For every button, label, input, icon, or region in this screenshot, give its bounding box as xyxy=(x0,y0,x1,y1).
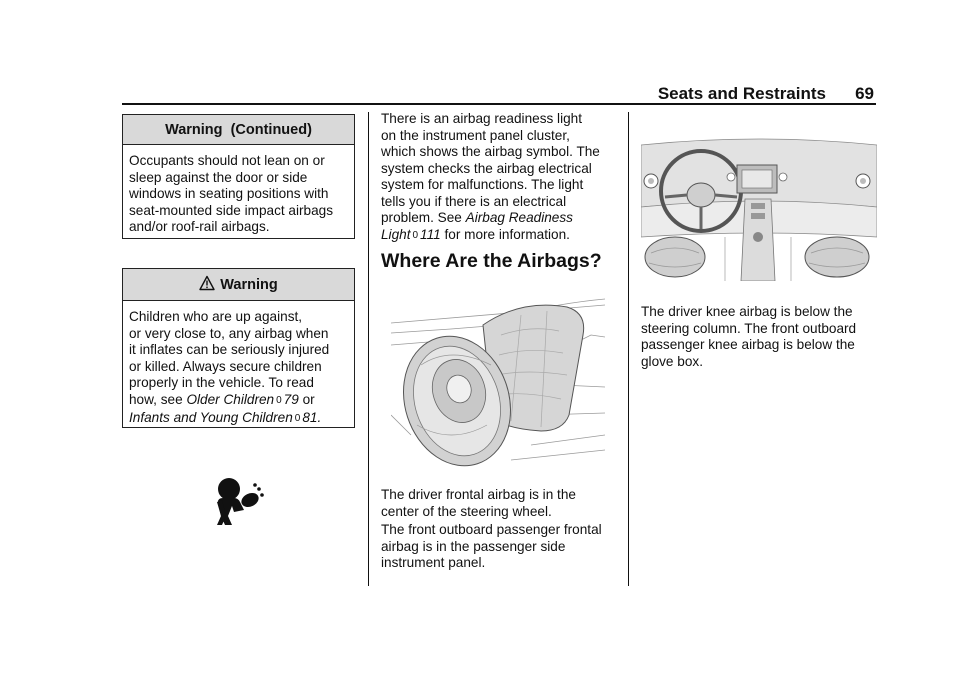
warning-line: properly in the vehicle. To read xyxy=(129,375,314,391)
section-title: Seats and Restraints xyxy=(657,84,826,103)
header-rule xyxy=(122,103,876,105)
warning-heading-label: Warning xyxy=(220,277,278,293)
airbag-readiness-page[interactable]: 111 xyxy=(420,226,441,242)
frontal-airbag-illustration xyxy=(391,295,605,470)
column-divider-right xyxy=(628,112,629,586)
warning-heading xyxy=(123,269,354,301)
warning-triangle-icon xyxy=(199,271,215,303)
warning-continued-heading: Warning (Continued) xyxy=(123,115,354,145)
older-children-link[interactable]: Older Children xyxy=(186,391,275,407)
text-line: tells you if there is an electrical xyxy=(381,193,567,209)
driver-frontal-caption: The driver frontal airbag is in the center of the steering wheel. xyxy=(381,487,576,519)
text-line: which shows the airbag symbol. The xyxy=(381,144,600,159)
warning-box xyxy=(122,268,355,428)
knee-airbag-illustration xyxy=(641,137,877,281)
airbag-readiness-link-b[interactable]: Light xyxy=(381,226,411,242)
text-line: on the instrument panel cluster, xyxy=(381,127,570,143)
airbag-readiness-symbol-icon xyxy=(212,476,264,526)
warning-line: or killed. Always secure children xyxy=(129,358,322,374)
warning-continued-box xyxy=(122,114,355,239)
infants-children-page[interactable]: 81 xyxy=(302,409,318,425)
page-number: 69 xyxy=(855,84,874,103)
older-children-page[interactable]: 79 xyxy=(283,391,299,407)
problem-see-text: problem. See xyxy=(381,210,462,225)
text-line xyxy=(381,227,621,245)
page-ref-symbol: 0 xyxy=(294,412,301,424)
page-header xyxy=(122,82,876,104)
section-heading: Where Are the Airbags? xyxy=(381,250,602,272)
warning-line: or very close to, any airbag when xyxy=(129,325,329,341)
or-text: or xyxy=(302,391,315,407)
knee-airbag-caption: The driver knee airbag is below the steering column. The front outboard passenger knee airbag is below the glove box. xyxy=(641,304,857,369)
airbag-readiness-paragraph xyxy=(381,111,621,244)
how-see-text: how, see xyxy=(129,391,183,407)
warning-line xyxy=(129,392,348,410)
text-line: system for malfunctions. The light xyxy=(381,177,584,192)
infants-children-link[interactable]: Infants and Young Children xyxy=(129,409,293,425)
airbag-readiness-link-a[interactable]: Airbag Readiness xyxy=(465,210,573,225)
page-ref-symbol: 0 xyxy=(276,394,282,406)
warning-line: it inflates can be seriously injured xyxy=(129,342,330,358)
warning-line: Infants and Young Children 0 81. xyxy=(129,410,348,428)
warning-continued-text: Occupants should not lean on or sleep against the door or side windows in seating positions with seat-mounted side impact airbags and/or roof-rail airbags. xyxy=(129,153,334,235)
text-line: There is an airbag readiness light xyxy=(381,111,582,126)
passenger-frontal-caption: The front outboard passenger frontal airbag is in the passenger side instrument panel. xyxy=(381,522,602,570)
page-ref-symbol: 0 xyxy=(412,229,419,241)
text-line xyxy=(381,210,621,227)
warning-line: Children who are up against, xyxy=(129,309,303,324)
column-divider-left xyxy=(368,112,369,586)
warning-text xyxy=(123,301,354,433)
text-line: system checks the airbag electrical xyxy=(381,160,592,176)
ref-after-text: for more information. xyxy=(444,226,570,242)
